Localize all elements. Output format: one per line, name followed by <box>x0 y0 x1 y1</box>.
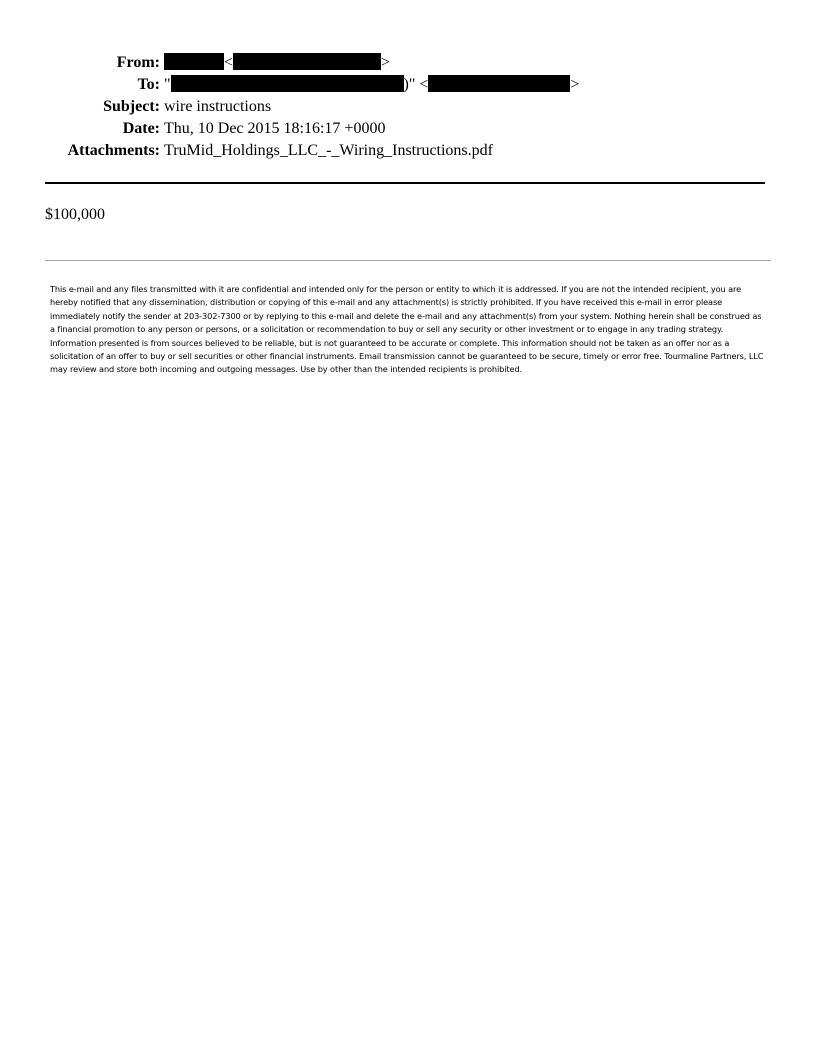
to-close-bracket: > <box>570 76 580 93</box>
redacted-sender-name <box>164 53 224 70</box>
to-row <box>0 75 579 95</box>
redacted-recipient-name <box>171 75 404 92</box>
redacted-recipient-email <box>428 75 570 92</box>
from-row <box>0 53 390 73</box>
footer-divider <box>45 260 771 261</box>
from-label: From: <box>116 54 160 71</box>
to-close-quote: )" < <box>403 76 429 93</box>
from-open-bracket: < <box>224 54 234 71</box>
to-label: To: <box>137 76 160 93</box>
date-label: Date: <box>122 120 160 137</box>
attachments-row <box>0 141 493 161</box>
header-divider <box>45 182 765 184</box>
attachment-filename[interactable]: TruMid_Holdings_LLC_-_Wiring_Instructions.pdf <box>164 142 493 159</box>
date-row <box>0 119 385 139</box>
redacted-sender-email <box>233 53 381 70</box>
date-value: Thu, 10 Dec 2015 18:16:17 +0000 <box>164 120 386 137</box>
subject-label: Subject: <box>103 98 160 115</box>
legal-disclaimer: This e-mail and any files transmitted with it are confidential and intended only for the person or entity to which it is addressed. If you are not the intended recipient, you are hereby notified that any dissemination, distribution or copying of this e-mail and any attachment(s) is strictly prohibited. If you have received this e-mail in error please immediately notify the sender at 203-302-7300 or by replying to this e-mail and delete the e-mail and any attachment(s) from your system. Nothing herein shall be construed as a financial promotion to any person or persons, or a solicitation or recommendation to buy or sell any security or other investment or to engage in any trading strategy. Information presented is from sources believed to be reliable, but is not guaranteed to be accurate or complete. This information should not be taken as an offer nor as a solicitation of an offer to buy or sell securities or other financial instruments. Email transmission cannot be guaranteed to be secure, timely or error free. Tourmaline Partners, LLC may review and store both incoming and outgoing messages. Use by other than the intended recipients is prohibited. <box>50 284 764 375</box>
to-value <box>164 75 579 95</box>
attachments-label: Attachments: <box>67 142 160 159</box>
subject-row <box>0 97 271 117</box>
to-open-quote: " <box>164 76 171 93</box>
subject-value: wire instructions <box>164 98 272 115</box>
from-close-bracket: > <box>381 54 391 71</box>
from-value <box>164 53 390 73</box>
message-body-amount: $100,000 <box>45 206 105 223</box>
